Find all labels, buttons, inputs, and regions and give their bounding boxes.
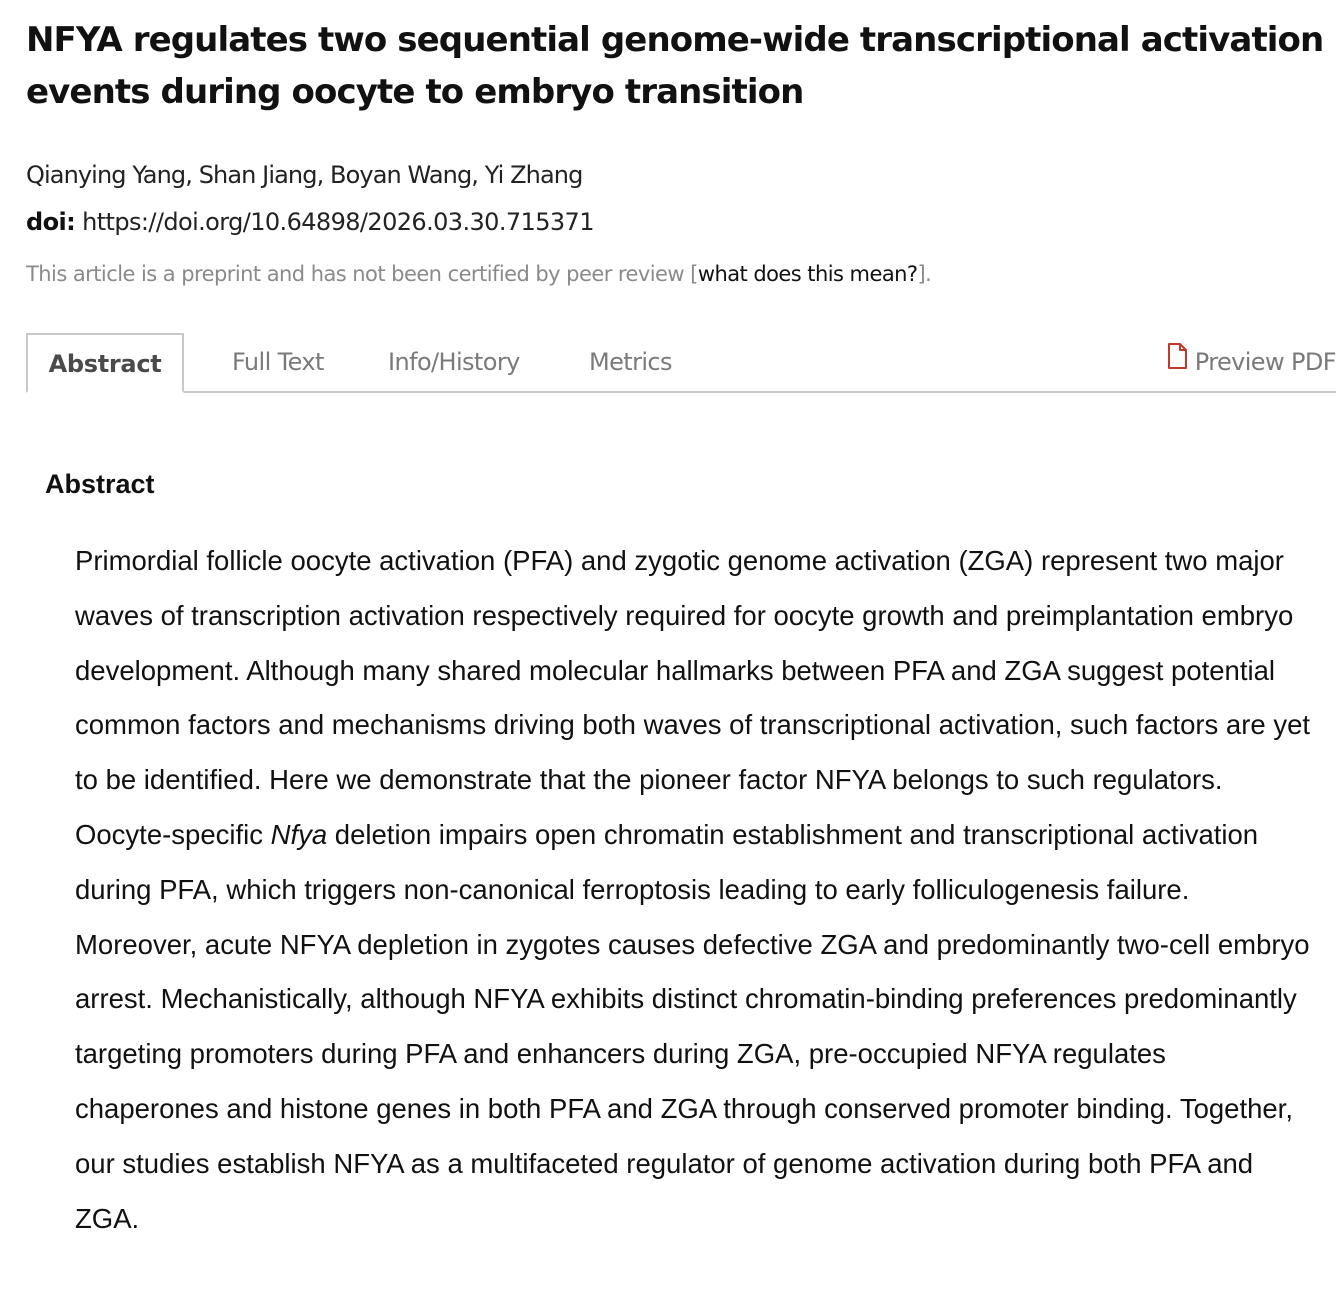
tab-full-text[interactable]: Full Text: [232, 348, 324, 376]
preprint-notice: [26, 258, 931, 290]
doi-link[interactable]: https://doi.org/10.64898/2026.03.30.715371: [82, 208, 594, 236]
tab-metrics[interactable]: Metrics: [589, 348, 672, 376]
abstract-text-part2: deletion impairs open chromatin establishment and transcriptional activation during PFA, which triggers non-canonical ferroptosis leading to early folliculogenesis failure. Moreover, acute NFYA depletion in zygotes causes defective ZGA and predominantly two-cell embryo arrest. Mechanistically, although NFYA exhibits distinct chromatin-binding preferences predominantly targeting promoters during PFA and enhancers during ZGA, pre-occupied NFYA regulates chaperones and histone genes in both PFA and ZGA through conserved promoter binding. Together, our studies establish NFYA as a multifaceted regulator of genome activation during both PFA and ZGA.: [75, 818, 1310, 1234]
doi-line: [26, 205, 594, 239]
abstract-text: [75, 534, 1315, 1246]
article-tabs: [26, 333, 1336, 393]
author-list: Qianying Yang, Shan Jiang, Boyan Wang, Yi Zhang: [26, 161, 583, 189]
abstract-heading: Abstract: [45, 469, 155, 499]
preview-pdf-button[interactable]: [1167, 333, 1336, 391]
abstract-text-part1: Primordial follicle oocyte activation (PFA) and zygotic genome activation (ZGA) represent two major waves of transcription activation respectively required for oocyte growth and preimplantation embryo development. Although many shared molecular hallmarks between PFA and ZGA suggest potential common factors and mechanisms driving both waves of transcriptional activation, such factors are yet to be identified. Here we demonstrate that the pioneer factor NFYA belongs to such regulators. Oocyte-specific: [75, 545, 1311, 850]
what-does-this-mean-link[interactable]: what does this mean?: [697, 262, 918, 286]
tab-abstract[interactable]: Abstract: [26, 333, 184, 393]
preview-pdf-label: Preview PDF: [1194, 348, 1336, 376]
pdf-file-icon: [1167, 332, 1187, 390]
preprint-notice-text: This article is a preprint and has not been certified by peer review [: [26, 262, 698, 286]
article-title: NFYA regulates two sequential genome-wide transcriptional activation events during oocyte to embryo transition: [26, 20, 1324, 112]
doi-label: doi:: [26, 208, 76, 236]
tab-info-history[interactable]: Info/History: [388, 348, 520, 376]
preprint-notice-close: ].: [917, 262, 932, 286]
gene-name-italic: Nfya: [270, 818, 328, 850]
